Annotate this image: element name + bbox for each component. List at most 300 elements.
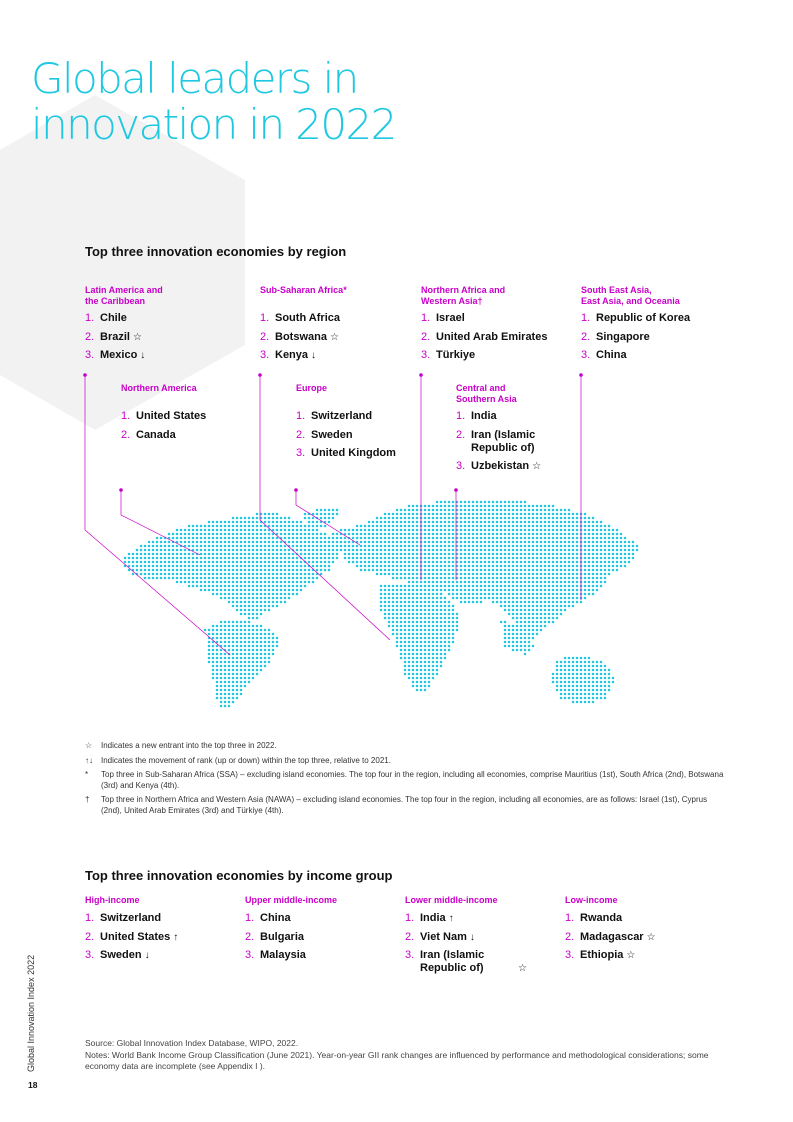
map-dot xyxy=(232,577,235,580)
map-dot xyxy=(168,545,171,548)
map-dot xyxy=(388,613,391,616)
map-dot xyxy=(516,605,519,608)
map-dot xyxy=(292,521,295,524)
map-dot xyxy=(488,545,491,548)
connector-latin-america-dot xyxy=(83,373,87,377)
map-dot xyxy=(180,549,183,552)
map-dot xyxy=(424,649,427,652)
map-dot xyxy=(548,517,551,520)
map-dot xyxy=(136,561,139,564)
map-dot xyxy=(500,517,503,520)
map-dot xyxy=(416,569,419,572)
map-dot xyxy=(420,617,423,620)
map-dot xyxy=(376,537,379,540)
map-dot xyxy=(572,573,575,576)
map-dot xyxy=(540,505,543,508)
map-dot xyxy=(592,593,595,596)
map-dot xyxy=(468,545,471,548)
map-dot xyxy=(596,561,599,564)
map-dot xyxy=(412,569,415,572)
map-dot xyxy=(408,573,411,576)
map-dot xyxy=(248,601,251,604)
map-dot xyxy=(400,561,403,564)
map-dot xyxy=(264,665,267,668)
map-dot xyxy=(396,585,399,588)
map-dot xyxy=(472,537,475,540)
map-dot xyxy=(340,529,343,532)
map-dot xyxy=(264,653,267,656)
map-dot xyxy=(532,517,535,520)
map-dot xyxy=(228,569,231,572)
map-dot xyxy=(544,613,547,616)
map-dot xyxy=(600,661,603,664)
map-dot xyxy=(584,581,587,584)
map-dot xyxy=(308,537,311,540)
map-dot xyxy=(236,609,239,612)
map-dot xyxy=(448,637,451,640)
map-dot xyxy=(520,613,523,616)
map-dot xyxy=(348,541,351,544)
map-dot xyxy=(488,501,491,504)
map-dot xyxy=(236,661,239,664)
map-dot xyxy=(556,669,559,672)
map-dot xyxy=(508,601,511,604)
map-dot xyxy=(216,565,219,568)
arrow-down-icon: ↓ xyxy=(140,350,146,361)
map-dot xyxy=(232,661,235,664)
map-dot xyxy=(472,561,475,564)
map-dot xyxy=(240,573,243,576)
map-dot xyxy=(368,529,371,532)
map-dot xyxy=(260,649,263,652)
map-dot xyxy=(616,557,619,560)
map-dot xyxy=(200,577,203,580)
map-dot xyxy=(356,561,359,564)
map-dot xyxy=(480,525,483,528)
map-dot xyxy=(228,553,231,556)
map-dot xyxy=(156,577,159,580)
map-dot xyxy=(412,581,415,584)
map-dot xyxy=(608,549,611,552)
list-item: 3. Kenya ↓ xyxy=(260,349,317,361)
map-dot xyxy=(452,581,455,584)
map-dot xyxy=(308,573,311,576)
map-dot xyxy=(216,677,219,680)
map-dot xyxy=(524,545,527,548)
map-dot xyxy=(540,597,543,600)
map-dot xyxy=(420,637,423,640)
map-dot xyxy=(276,549,279,552)
map-dot xyxy=(416,585,419,588)
map-dot xyxy=(576,677,579,680)
map-dot xyxy=(436,533,439,536)
map-dot xyxy=(388,549,391,552)
map-dot xyxy=(216,637,219,640)
map-dot xyxy=(556,665,559,668)
map-dot xyxy=(408,597,411,600)
map-dot xyxy=(148,549,151,552)
map-dot xyxy=(240,557,243,560)
map-dot xyxy=(436,657,439,660)
map-dot xyxy=(616,549,619,552)
map-dot xyxy=(500,541,503,544)
map-dot xyxy=(536,601,539,604)
map-dot xyxy=(448,561,451,564)
map-dot xyxy=(548,513,551,516)
map-dot xyxy=(536,561,539,564)
map-dot xyxy=(432,657,435,660)
map-dot xyxy=(536,545,539,548)
map-dot xyxy=(588,657,591,660)
map-dot xyxy=(600,573,603,576)
map-dot xyxy=(244,549,247,552)
map-dot xyxy=(548,593,551,596)
map-dot xyxy=(436,529,439,532)
map-dot xyxy=(360,533,363,536)
map-dot xyxy=(464,525,467,528)
map-dot xyxy=(484,589,487,592)
map-dot xyxy=(252,561,255,564)
map-dot xyxy=(428,629,431,632)
map-dot xyxy=(384,601,387,604)
map-dot xyxy=(468,525,471,528)
map-dot xyxy=(556,689,559,692)
map-dot xyxy=(264,533,267,536)
map-dot xyxy=(264,593,267,596)
map-dot xyxy=(396,645,399,648)
map-dot xyxy=(400,513,403,516)
map-dot xyxy=(280,561,283,564)
map-dot xyxy=(220,625,223,628)
map-dot xyxy=(544,565,547,568)
map-dot xyxy=(416,517,419,520)
map-dot xyxy=(492,533,495,536)
map-dot xyxy=(568,509,571,512)
map-dot xyxy=(208,561,211,564)
map-dot xyxy=(204,557,207,560)
map-dot xyxy=(480,521,483,524)
map-dot xyxy=(168,573,171,576)
map-dot xyxy=(604,677,607,680)
map-dot xyxy=(224,621,227,624)
map-dot xyxy=(540,577,543,580)
map-dot xyxy=(384,561,387,564)
map-dot xyxy=(316,557,319,560)
map-dot xyxy=(384,593,387,596)
map-dot xyxy=(604,681,607,684)
map-dot xyxy=(512,593,515,596)
map-dot xyxy=(220,533,223,536)
map-dot xyxy=(216,681,219,684)
list-item: 2. Botswana ☆ xyxy=(260,330,339,343)
map-dot xyxy=(524,505,527,508)
map-dot xyxy=(596,521,599,524)
map-dot xyxy=(404,633,407,636)
map-dot xyxy=(276,565,279,568)
map-dot xyxy=(428,589,431,592)
map-dot xyxy=(504,645,507,648)
map-dot xyxy=(248,641,251,644)
map-dot xyxy=(552,521,555,524)
map-dot xyxy=(256,517,259,520)
map-dot xyxy=(468,513,471,516)
income-high xyxy=(85,895,235,968)
map-dot xyxy=(236,689,239,692)
map-dot xyxy=(424,513,427,516)
map-dot xyxy=(504,525,507,528)
note-new-entrant: ☆ Indicates a new entrant into the top three in 2022. xyxy=(85,741,277,750)
map-dot xyxy=(500,565,503,568)
map-dot xyxy=(584,533,587,536)
map-dot xyxy=(220,705,223,708)
map-dot xyxy=(496,577,499,580)
map-dot xyxy=(532,541,535,544)
map-dot xyxy=(512,633,515,636)
map-dot xyxy=(236,605,239,608)
map-dot xyxy=(340,549,343,552)
map-dot xyxy=(440,665,443,668)
map-dot xyxy=(536,605,539,608)
map-dot xyxy=(592,549,595,552)
map-dot xyxy=(276,561,279,564)
map-dot xyxy=(444,573,447,576)
map-dot xyxy=(464,569,467,572)
map-dot xyxy=(276,637,279,640)
map-dot xyxy=(240,609,243,612)
map-dot xyxy=(256,653,259,656)
map-dot xyxy=(552,609,555,612)
map-dot xyxy=(512,521,515,524)
map-dot xyxy=(488,557,491,560)
map-dot xyxy=(228,649,231,652)
map-dot xyxy=(232,625,235,628)
map-dot xyxy=(332,553,335,556)
map-dot xyxy=(184,573,187,576)
map-dot xyxy=(396,609,399,612)
map-dot xyxy=(592,685,595,688)
map-dot xyxy=(404,621,407,624)
map-dot xyxy=(560,609,563,612)
map-dot xyxy=(448,537,451,540)
map-dot xyxy=(528,577,531,580)
map-dot xyxy=(324,509,327,512)
map-dot xyxy=(124,561,127,564)
map-dot xyxy=(496,513,499,516)
map-dot xyxy=(208,545,211,548)
map-dot xyxy=(468,537,471,540)
map-dot xyxy=(416,589,419,592)
map-dot xyxy=(212,673,215,676)
map-dot xyxy=(428,529,431,532)
map-dot xyxy=(256,541,259,544)
map-dot xyxy=(236,565,239,568)
map-dot xyxy=(428,533,431,536)
map-dot xyxy=(408,505,411,508)
map-dot xyxy=(504,585,507,588)
new-entrant-star-icon: ☆ xyxy=(518,963,527,974)
map-dot xyxy=(560,673,563,676)
map-dot xyxy=(424,569,427,572)
map-dot xyxy=(552,565,555,568)
map-dot xyxy=(412,629,415,632)
map-dot xyxy=(140,573,143,576)
map-dot xyxy=(532,581,535,584)
map-dot xyxy=(564,681,567,684)
map-dot xyxy=(592,665,595,668)
map-dot xyxy=(444,521,447,524)
map-dot xyxy=(568,593,571,596)
map-dot xyxy=(208,549,211,552)
map-dot xyxy=(148,561,151,564)
map-dot xyxy=(244,517,247,520)
map-dot xyxy=(532,561,535,564)
map-dot xyxy=(284,525,287,528)
map-dot xyxy=(252,525,255,528)
map-dot xyxy=(292,569,295,572)
map-dot xyxy=(448,585,451,588)
map-dot xyxy=(308,549,311,552)
map-dot xyxy=(436,629,439,632)
map-dot xyxy=(584,685,587,688)
map-dot xyxy=(212,537,215,540)
map-dot xyxy=(268,581,271,584)
map-dot xyxy=(228,705,231,708)
map-dot xyxy=(632,553,635,556)
map-dot xyxy=(264,641,267,644)
map-dot xyxy=(388,537,391,540)
map-dot xyxy=(432,669,435,672)
map-dot xyxy=(536,505,539,508)
map-dot xyxy=(220,681,223,684)
map-dot xyxy=(216,549,219,552)
map-dot xyxy=(600,553,603,556)
map-dot xyxy=(200,581,203,584)
map-dot xyxy=(596,553,599,556)
map-dot xyxy=(440,549,443,552)
map-dot xyxy=(424,589,427,592)
map-dot xyxy=(448,625,451,628)
map-dot xyxy=(564,517,567,520)
map-dot xyxy=(264,557,267,560)
map-dot xyxy=(428,613,431,616)
map-dot xyxy=(524,605,527,608)
map-dot xyxy=(404,541,407,544)
map-dot xyxy=(520,537,523,540)
map-dot xyxy=(420,613,423,616)
map-dot xyxy=(536,593,539,596)
map-dot xyxy=(220,641,223,644)
map-dot xyxy=(516,633,519,636)
map-dot xyxy=(412,541,415,544)
map-dot xyxy=(296,593,299,596)
map-dots xyxy=(124,501,639,708)
map-dot xyxy=(232,685,235,688)
map-dot xyxy=(572,597,575,600)
map-dot xyxy=(224,569,227,572)
map-dot xyxy=(576,657,579,660)
map-dot xyxy=(532,577,535,580)
list-item: 2. United States ↑ xyxy=(85,930,179,943)
map-dot xyxy=(520,521,523,524)
map-dot xyxy=(428,665,431,668)
map-dot xyxy=(212,541,215,544)
map-dot xyxy=(224,585,227,588)
map-dot xyxy=(188,541,191,544)
map-dot xyxy=(412,685,415,688)
map-dot xyxy=(252,533,255,536)
map-dot xyxy=(208,649,211,652)
map-dot xyxy=(396,517,399,520)
map-dot xyxy=(224,541,227,544)
map-dot xyxy=(456,593,459,596)
map-dot xyxy=(388,585,391,588)
map-dot xyxy=(276,645,279,648)
map-dot xyxy=(484,585,487,588)
map-dot xyxy=(244,677,247,680)
map-dot xyxy=(588,585,591,588)
map-dot xyxy=(256,529,259,532)
map-dot xyxy=(552,605,555,608)
map-dot xyxy=(220,525,223,528)
map-dot xyxy=(540,545,543,548)
map-dot xyxy=(264,537,267,540)
map-dot xyxy=(376,521,379,524)
map-dot xyxy=(420,673,423,676)
map-dot xyxy=(604,689,607,692)
map-dot xyxy=(296,581,299,584)
map-dot xyxy=(232,697,235,700)
map-dot xyxy=(524,593,527,596)
map-dot xyxy=(256,549,259,552)
map-dot xyxy=(548,509,551,512)
map-dot xyxy=(472,581,475,584)
map-dot xyxy=(200,561,203,564)
map-dot xyxy=(560,577,563,580)
map-dot xyxy=(252,569,255,572)
map-dot xyxy=(624,537,627,540)
map-dot xyxy=(560,537,563,540)
map-dot xyxy=(544,541,547,544)
map-dot xyxy=(588,553,591,556)
map-dot xyxy=(548,541,551,544)
map-dot xyxy=(300,537,303,540)
map-dot xyxy=(512,637,515,640)
map-dot xyxy=(460,529,463,532)
map-dot xyxy=(528,549,531,552)
map-dot xyxy=(296,557,299,560)
map-dot xyxy=(512,545,515,548)
map-dot xyxy=(392,601,395,604)
map-dot xyxy=(160,541,163,544)
map-dot xyxy=(548,553,551,556)
map-dot xyxy=(220,677,223,680)
map-dot xyxy=(264,569,267,572)
map-dot xyxy=(432,581,435,584)
map-dot xyxy=(156,569,159,572)
map-dot xyxy=(588,541,591,544)
map-dot xyxy=(440,657,443,660)
map-dot xyxy=(228,593,231,596)
map-dot xyxy=(288,557,291,560)
map-dot xyxy=(540,509,543,512)
map-dot xyxy=(500,569,503,572)
map-dot xyxy=(220,633,223,636)
map-dot xyxy=(208,537,211,540)
map-dot xyxy=(220,693,223,696)
map-dot xyxy=(512,617,515,620)
map-dot xyxy=(276,581,279,584)
map-dot xyxy=(504,537,507,540)
